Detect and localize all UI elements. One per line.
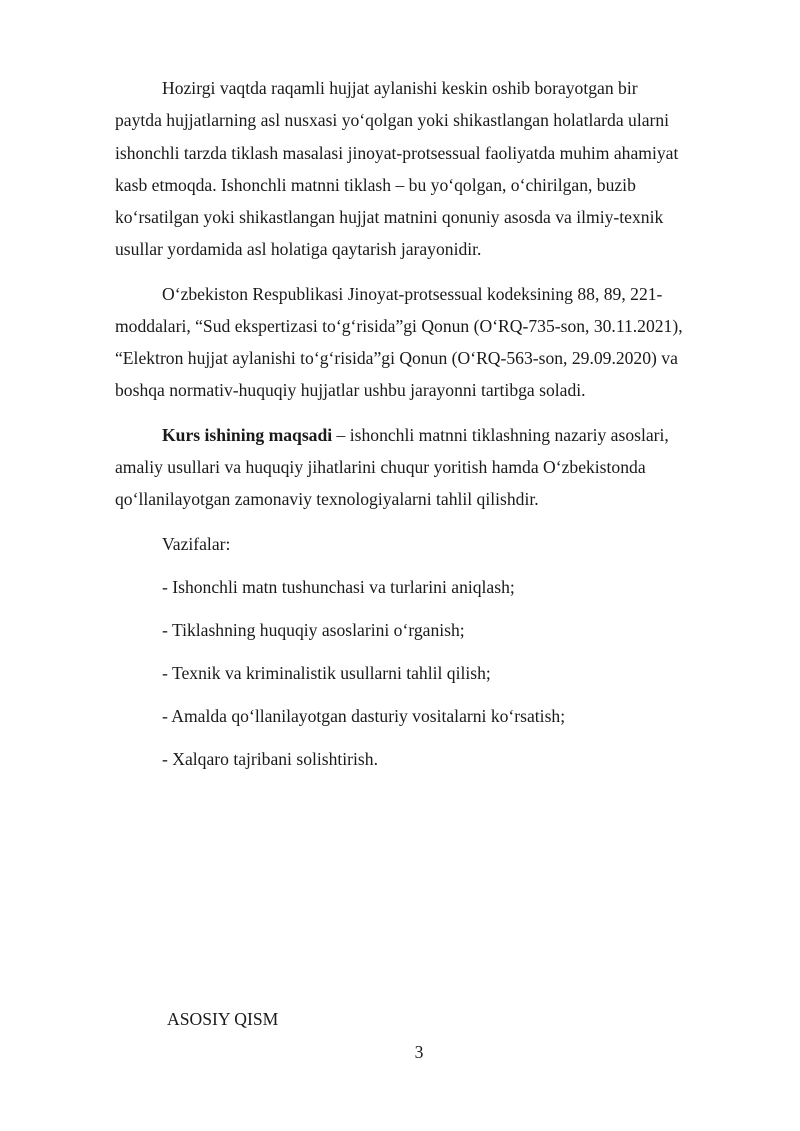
paragraph-line: ishonchli tarzda tiklash masalasi jinoyat-protsessual faoliyatda muhim ahamiyat xyxy=(115,143,679,163)
task-item: - Ishonchli matn tushunchasi va turlarini aniqlash; xyxy=(162,577,515,597)
page-number: 3 xyxy=(414,1042,424,1062)
goal-label: Kurs ishining maqsadi xyxy=(162,425,333,445)
task-item: - Texnik va kriminalistik usullarni tahlil qilish; xyxy=(162,663,491,683)
paragraph-line: Hozirgi vaqtda raqamli hujjat aylanishi keskin oshib borayotgan bir xyxy=(162,78,638,98)
task-item: - Amalda qo‘llanilayotgan dasturiy vositalarni ko‘rsatish; xyxy=(162,706,566,726)
goal-text: – ishonchli matnni tiklashning nazariy asoslari, xyxy=(332,425,669,445)
paragraph-line: qo‘llanilayotgan zamonaviy texnologiyalarni tahlil qilishdir. xyxy=(115,489,539,509)
paragraph-line: “Elektron hujjat aylanishi to‘g‘risida”gi Qonun (O‘RQ-563-son, 29.09.2020) va xyxy=(115,348,678,368)
paragraph-line: O‘zbekiston Respublikasi Jinoyat-protsessual kodeksining 88, 89, 221- xyxy=(162,284,663,304)
paragraph-line: paytda hujjatlarning asl nusxasi yo‘qolgan yoki shikastlangan holatlarda ularni xyxy=(115,110,670,130)
paragraph-line: moddalari, “Sud ekspertizasi to‘g‘risida”gi Qonun (O‘RQ-735-son, 30.11.2021), xyxy=(115,316,683,336)
paragraph-line xyxy=(162,425,669,445)
section-heading: ASOSIY QISM xyxy=(167,1009,279,1029)
task-item: - Tiklashning huquqiy asoslarini o‘rganish; xyxy=(162,620,465,640)
paragraph-line: amaliy usullari va huquqiy jihatlarini chuqur yoritish hamda O‘zbekistonda xyxy=(115,457,646,477)
paragraph-line: kasb etmoqda. Ishonchli matnni tiklash – bu yo‘qolgan, o‘chirilgan, buzib xyxy=(115,175,636,195)
paragraph-line: usullar yordamida asl holatiga qaytarish jarayonidir. xyxy=(115,239,482,259)
tasks-title: Vazifalar: xyxy=(162,534,231,554)
paragraph-line: ko‘rsatilgan yoki shikastlangan hujjat matnini qonuniy asosda va ilmiy-texnik xyxy=(115,207,664,227)
paragraph-line: boshqa normativ-huquqiy hujjatlar ushbu jarayonni tartibga soladi. xyxy=(115,380,586,400)
task-item: - Xalqaro tajribani solishtirish. xyxy=(162,749,378,769)
